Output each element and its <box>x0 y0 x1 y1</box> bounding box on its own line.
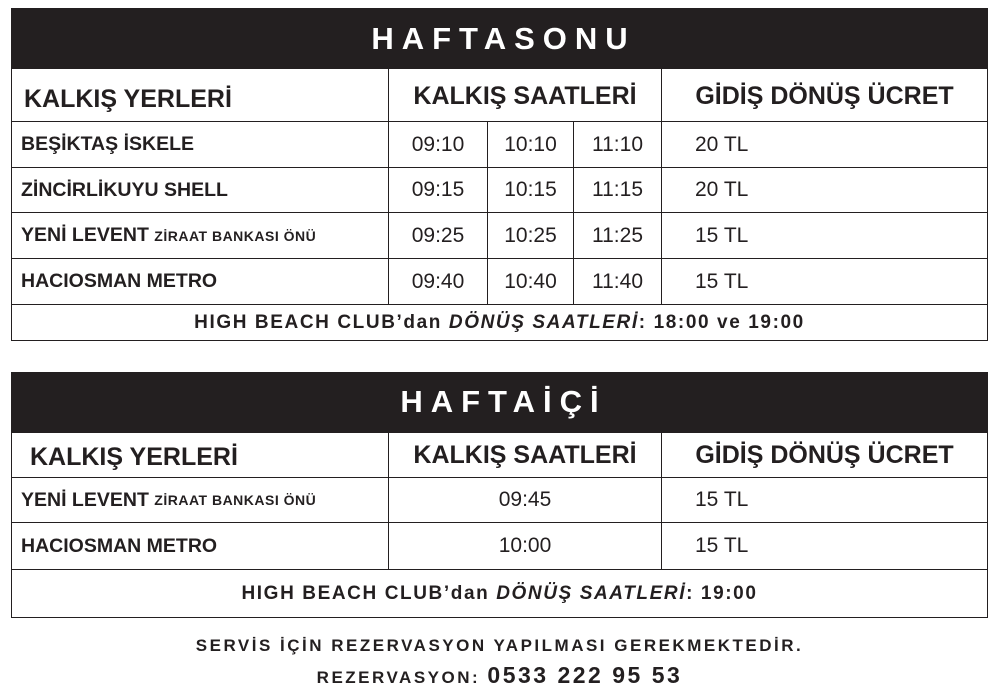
header-times: KALKIŞ SAATLERİ <box>388 69 661 121</box>
departure-place <box>12 122 388 167</box>
departure-time: 11:25 <box>573 213 661 258</box>
weekend-schedule <box>11 8 988 341</box>
departure-time: 10:40 <box>487 259 573 304</box>
place-note: ZİRAAT BANKASI ÖNÜ <box>154 227 317 244</box>
header-fee: GİDİŞ DÖNÜŞ ÜCRET <box>661 433 987 477</box>
round-trip-fee: 15 TL <box>661 523 987 569</box>
table-row <box>12 167 987 212</box>
round-trip-fee: 15 TL <box>661 213 987 258</box>
place-name: YENİ LEVENT <box>21 488 149 511</box>
return-times: : 18:00 ve 19:00 <box>638 311 805 333</box>
weekend-grid <box>11 68 988 341</box>
departure-time: 10:15 <box>487 168 573 212</box>
reservation-label: REZERVASYON: <box>316 668 481 687</box>
departure-time: 09:10 <box>388 122 487 167</box>
header-places: KALKIŞ YERLERİ <box>24 84 232 113</box>
weekend-title: HAFTASONU <box>11 8 988 68</box>
round-trip-fee: 20 TL <box>661 122 987 167</box>
weekday-schedule <box>11 372 988 618</box>
return-times-row <box>12 569 987 617</box>
departure-time: 10:00 <box>388 523 661 569</box>
round-trip-fee: 15 TL <box>661 259 987 304</box>
table-row <box>12 258 987 304</box>
place-name: HACIOSMAN METRO <box>21 534 218 557</box>
header-times: KALKIŞ SAATLERİ <box>388 433 661 477</box>
departure-time: 10:10 <box>487 122 573 167</box>
place-note: ZİRAAT BANKASI ÖNÜ <box>154 492 317 508</box>
round-trip-fee: 15 TL <box>661 478 987 522</box>
departure-time: 09:15 <box>388 168 487 212</box>
reservation-phone[interactable]: 0533 222 95 53 <box>487 662 683 688</box>
departure-time: 10:25 <box>487 213 573 258</box>
departure-time: 11:40 <box>573 259 661 304</box>
weekday-grid <box>11 432 988 618</box>
departure-time: 09:45 <box>388 478 661 522</box>
place-name: BEŞİKTAŞ İSKELE <box>21 133 194 155</box>
return-label: DÖNÜŞ SAATLERİ <box>496 582 687 604</box>
departure-place <box>12 523 388 569</box>
header-fee: GİDİŞ DÖNÜŞ ÜCRET <box>661 69 987 121</box>
departure-time: 09:40 <box>388 259 487 304</box>
departure-place <box>12 213 388 258</box>
table-row <box>12 522 987 569</box>
departure-place <box>12 259 388 304</box>
return-prefix: HIGH BEACH CLUB’dan <box>194 311 442 333</box>
table-row <box>12 477 987 522</box>
departure-place <box>12 478 388 522</box>
return-times: : 19:00 <box>686 582 758 604</box>
header-places: KALKIŞ YERLERİ <box>30 442 238 471</box>
return-times-text <box>12 570 987 617</box>
return-label: DÖNÜŞ SAATLERİ <box>448 311 639 333</box>
departure-time: 11:10 <box>573 122 661 167</box>
departure-place <box>12 168 388 212</box>
weekday-header-row <box>12 433 987 477</box>
weekend-header-row <box>12 69 987 121</box>
return-times-row <box>12 304 987 340</box>
place-name: YENİ LEVENT <box>21 224 149 246</box>
weekday-title: HAFTAİÇİ <box>11 372 988 432</box>
place-name: ZİNCİRLİKUYU SHELL <box>21 178 228 201</box>
table-row <box>12 121 987 167</box>
departure-time: 11:15 <box>573 168 661 212</box>
departure-time: 09:25 <box>388 213 487 258</box>
reservation-line <box>0 662 999 689</box>
place-name: HACIOSMAN METRO <box>21 270 218 292</box>
reservation-notice: SERVİS İÇİN REZERVASYON YAPILMASI GEREKMEKTEDİR. <box>195 636 804 655</box>
round-trip-fee: 20 TL <box>661 168 987 212</box>
return-prefix: HIGH BEACH CLUB’dan <box>241 582 490 604</box>
table-row <box>12 212 987 258</box>
return-times-text <box>12 305 987 340</box>
